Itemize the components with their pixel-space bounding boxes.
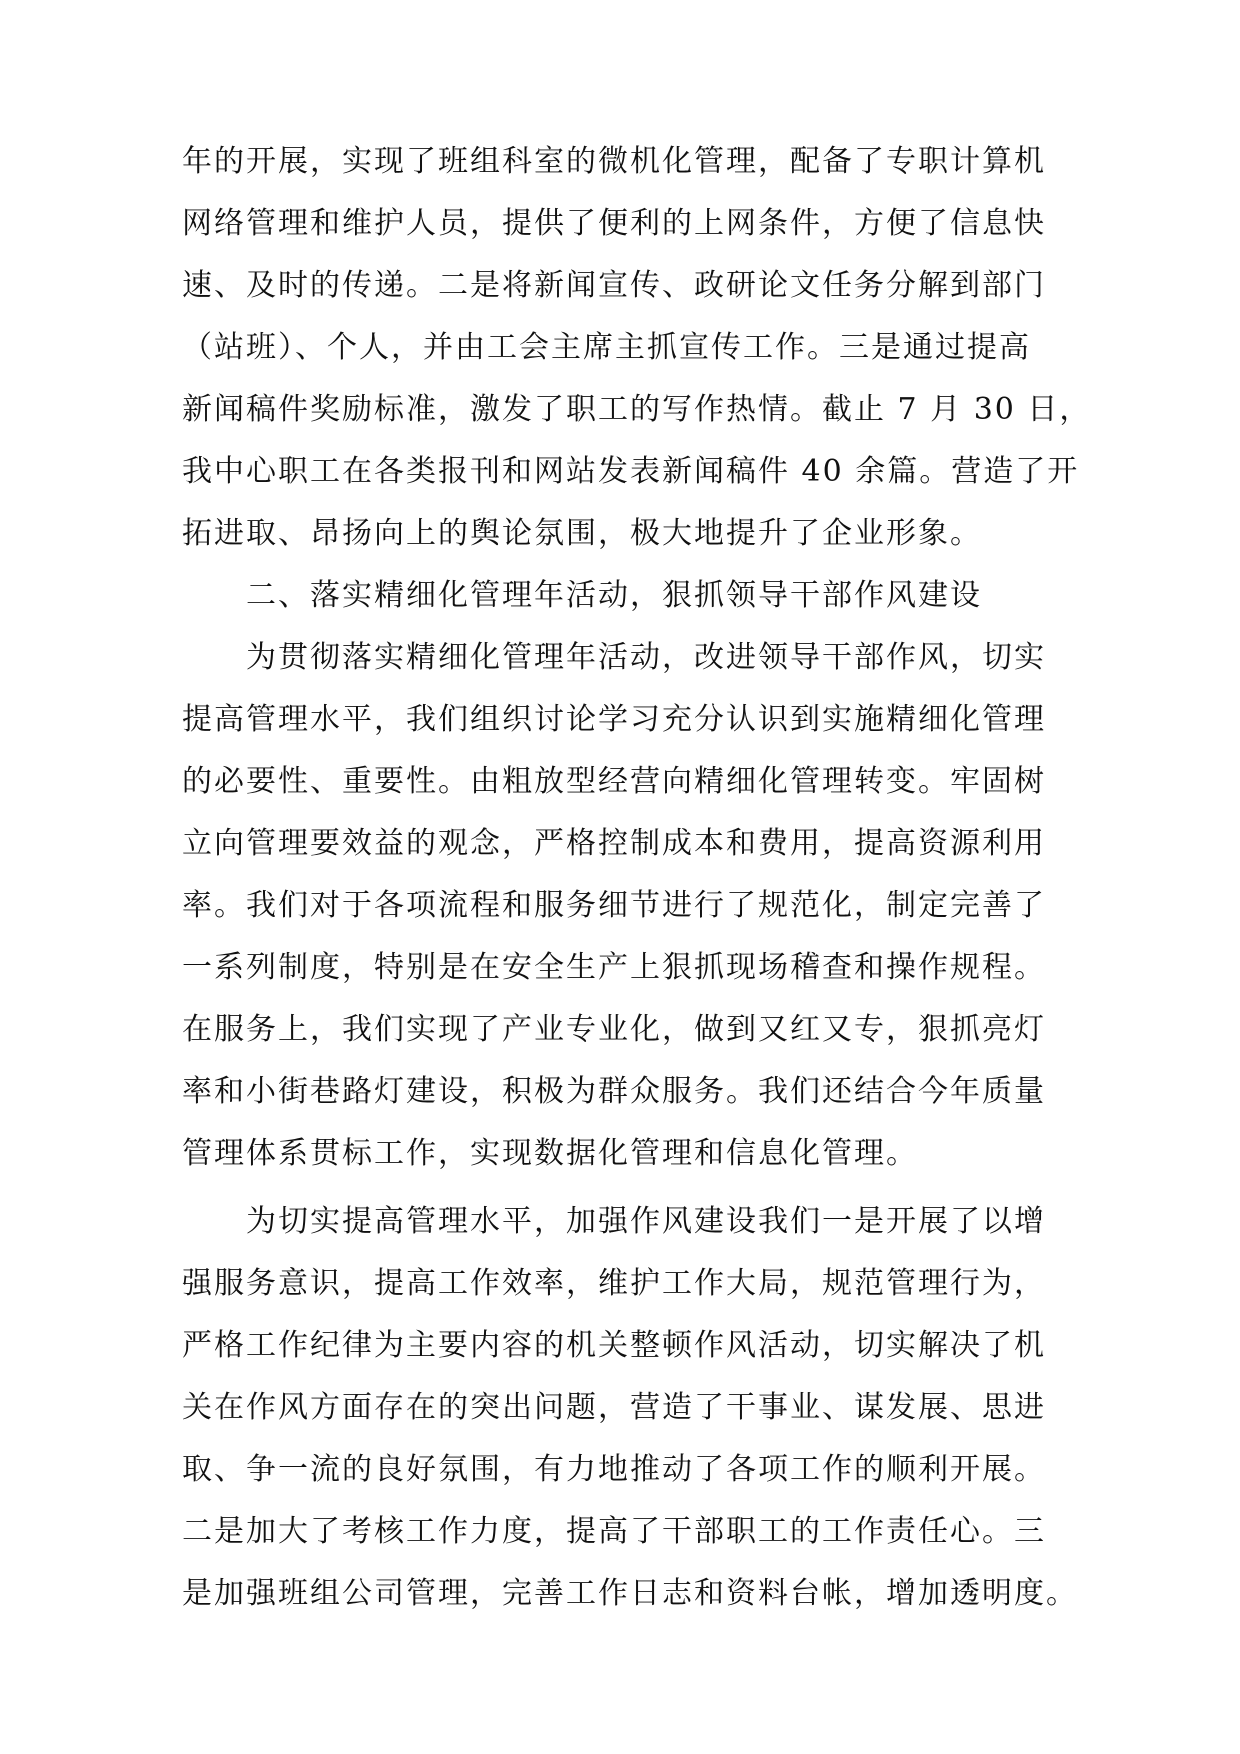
text-line: 率。我们对于各项流程和服务细节进行了规范化，制定完善了	[182, 888, 1046, 923]
text-line: 立向管理要效益的观念，严格控制成本和费用，提高资源利用	[182, 826, 1046, 861]
text-line: 速、及时的传递。二是将新闻宣传、政研论文任务分解到部门	[182, 268, 1046, 303]
text-line: 的必要性、重要性。由粗放型经营向精细化管理转变。牢固树	[182, 764, 1046, 799]
text-line: （站班）、个人，并由工会主席主抓宣传工作。三是通过提高	[182, 330, 1031, 365]
text-line: 我中心职工在各类报刊和网站发表新闻稿件 40 余篇。营造了开	[182, 454, 1080, 489]
text-line: 是加强班组公司管理，完善工作日志和资料台帐，增加透明度。	[182, 1576, 1078, 1611]
text-line: 为贯彻落实精细化管理年活动，改进领导干部作风，切实	[182, 640, 1046, 675]
text-line: 年的开展，实现了班组科室的微机化管理，配备了专职计算机	[182, 144, 1046, 179]
text-line: 一系列制度，特别是在安全生产上狠抓现场稽查和操作规程。	[182, 950, 1046, 985]
text-line: 强服务意识，提高工作效率，维护工作大局，规范管理行为，	[182, 1266, 1046, 1301]
section-heading: 二、落实精细化管理年活动，狠抓领导干部作风建设	[182, 578, 982, 613]
body-text	[182, 131, 1092, 1625]
text-line: 网络管理和维护人员，提供了便利的上网条件，方便了信息快	[182, 206, 1046, 241]
text-line: 关在作风方面存在的突出问题，营造了干事业、谋发展、思进	[182, 1390, 1046, 1425]
text-line: 新闻稿件奖励标准，激发了职工的写作热情。截止 7 月 30 日，	[182, 392, 1092, 427]
text-line: 提高管理水平，我们组织讨论学习充分认识到实施精细化管理	[182, 702, 1046, 737]
text-line: 率和小街巷路灯建设，积极为群众服务。我们还结合今年质量	[182, 1074, 1046, 1109]
text-line: 拓进取、昂扬向上的舆论氛围，极大地提升了企业形象。	[182, 516, 982, 551]
text-line: 取、争一流的良好氛围，有力地推动了各项工作的顺利开展。	[182, 1452, 1046, 1487]
text-line: 严格工作纪律为主要内容的机关整顿作风活动，切实解决了机	[182, 1328, 1046, 1363]
text-line: 管理体系贯标工作，实现数据化管理和信息化管理。	[182, 1136, 918, 1171]
text-line: 为切实提高管理水平，加强作风建设我们一是开展了以增	[182, 1204, 1046, 1239]
text-line: 二是加大了考核工作力度，提高了干部职工的工作责任心。三	[182, 1514, 1046, 1549]
text-line: 在服务上，我们实现了产业专业化，做到又红又专，狠抓亮灯	[182, 1012, 1046, 1047]
